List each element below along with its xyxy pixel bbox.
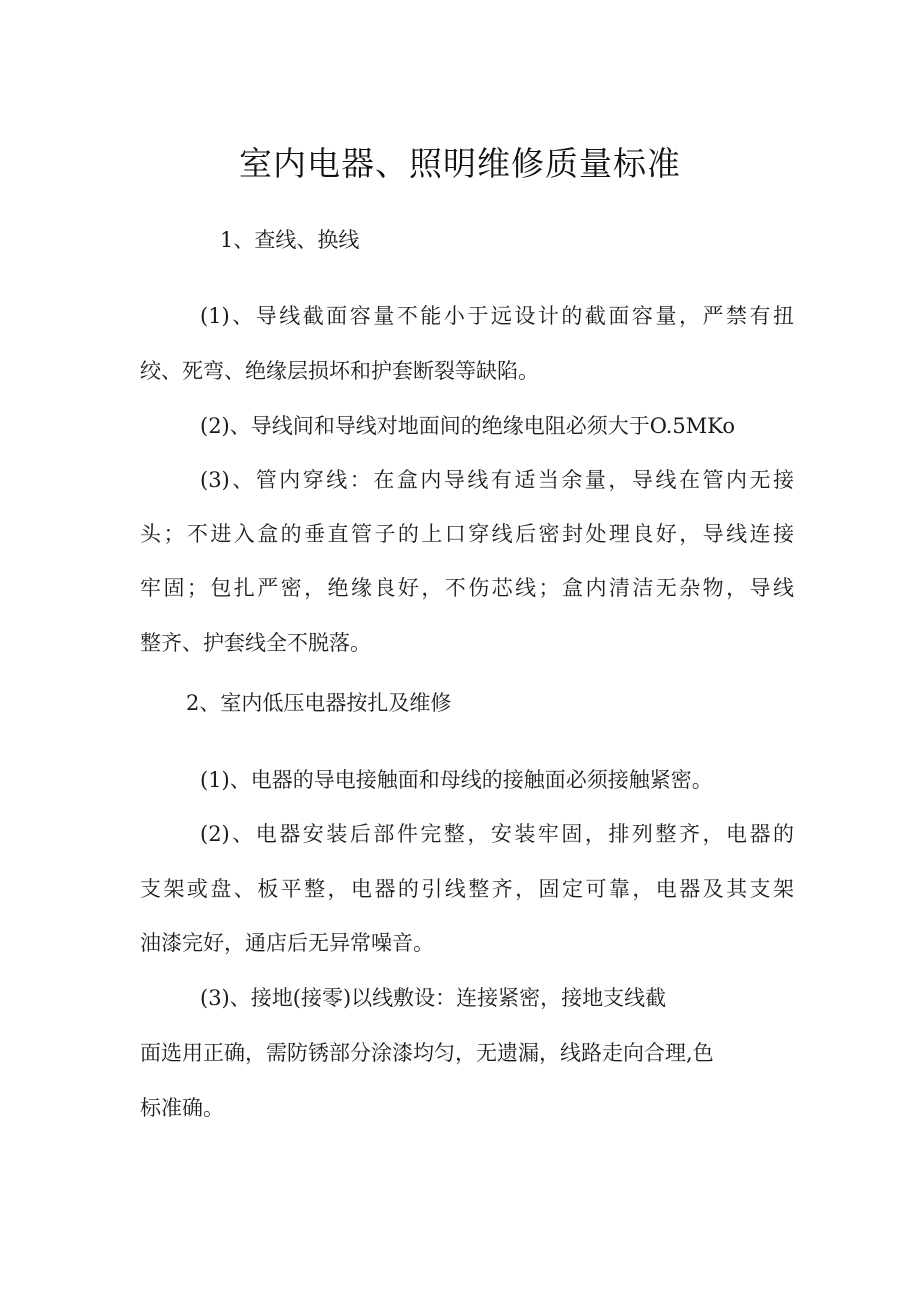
section-1-item-1-line-2: 绞、死弯、绝缘层损坏和护套断裂等缺陷。 (140, 359, 539, 383)
section-1-item-3-line-1: (3)、管内穿线：在盒内导线有适当余量，导线在管内无接 (200, 468, 794, 492)
section-2-item-3-line-1: (3)、接地(接零)以线敷设：连接紧密，接地支线截 (200, 986, 667, 1010)
section-2-heading: 2、室内低压电器按扎及维修 (186, 691, 452, 715)
section-1-item-3-line-2: 头；不进入盒的垂直管子的上口穿线后密封处理良好，导线连接 (140, 522, 794, 546)
section-2-item-2-line-3: 油漆完好，通店后无异常噪音。 (140, 931, 434, 955)
section-2-item-3-line-3: 标准确。 (140, 1096, 224, 1120)
section-2-item-2-line-1: (2)、电器安装后部件完整，安装牢固，排列整齐，电器的 (200, 822, 794, 846)
section-1-item-1-line-1: (1)、导线截面容量不能小于远设计的截面容量，严禁有扭 (200, 304, 794, 328)
section-1-item-3-line-3: 牢固；包扎严密，绝缘良好，不伤芯线；盒内清洁无杂物，导线 (140, 576, 794, 600)
section-2-item-3-line-2: 面选用正确，需防锈部分涂漆均匀，无遗漏，线路走向合理,色 (140, 1041, 714, 1065)
document-title: 室内电器、照明维修质量标准 (239, 144, 681, 183)
section-1-heading: 1、查线、换线 (220, 228, 360, 252)
section-1-item-2-line-1: (2)、导线间和导线对地面间的绝缘电阻必须大于O.5MKo (200, 414, 736, 438)
section-2-item-2-line-2: 支架或盘、板平整，电器的引线整齐，固定可靠，电器及其支架 (140, 877, 794, 901)
section-2-item-1-line-1: (1)、电器的导电接触面和母线的接触面必须接触紧密。 (200, 768, 713, 792)
section-1-item-3-line-4: 整齐、护套线全不脱落。 (140, 631, 371, 655)
